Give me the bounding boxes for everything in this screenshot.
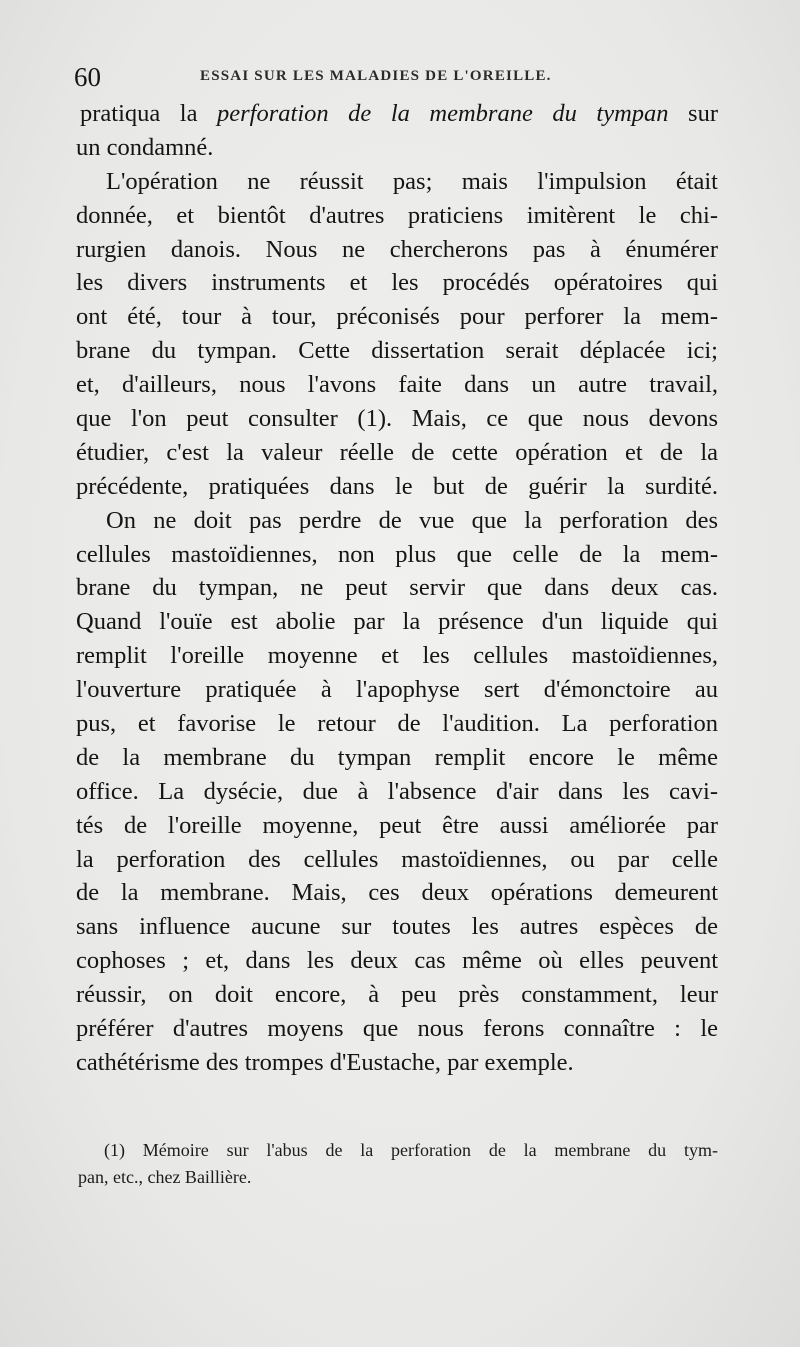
page-number: 60 (74, 62, 101, 92)
running-title: ESSAI SUR LES MALADIES DE L'OREILLE. (200, 68, 552, 84)
italic-phrase: perforation de la membrane du tympan (217, 100, 669, 127)
text-line: l'ouverture pratiquée à l'apophyse sert d'émonctoire au (76, 676, 718, 704)
text-line: la perforation des cellules mastoïdiennes, ou par celle (76, 845, 718, 873)
text-line: cathétérisme des trompes d'Eustache, par exemple. (76, 1048, 574, 1076)
page-header (74, 62, 734, 92)
body-text (76, 97, 718, 1080)
text-line: que l'on peut consulter (1). Mais, ce que nous devons (76, 405, 718, 433)
text-line: pratiqua la perforation de la membrane du tympan sur (80, 100, 718, 127)
text-line: rurgien danois. Nous ne chercherons pas à énumérer (76, 235, 718, 263)
text-line: Quand l'ouïe est abolie par la présence d'un liquide qui (76, 608, 718, 636)
paragraph-start-line: On ne doit pas perdre de vue que la perforation des (106, 506, 718, 534)
text-line: cophoses ; et, dans les deux cas même où elles peuvent (76, 947, 718, 975)
text-line: brane du tympan. Cette dissertation serait déplacée ici; (76, 337, 718, 365)
text-line: les divers instruments et les procédés opératoires qui (76, 269, 718, 297)
text-line: et, d'ailleurs, nous l'avons faite dans un autre travail, (76, 371, 718, 399)
text-line: pus, et favorise le retour de l'audition. La perforation (76, 710, 718, 738)
paragraph-start-line: L'opération ne réussit pas; mais l'impulsion était (106, 167, 718, 195)
text-line: de la membrane. Mais, ces deux opérations demeurent (76, 879, 718, 907)
footnote (78, 1137, 718, 1191)
text-line: un condamné. (76, 133, 214, 161)
text-line: de la membrane du tympan remplit encore le même (76, 743, 718, 771)
text-line: sans influence aucune sur toutes les autres espèces de (76, 913, 718, 941)
text-line: ont été, tour à tour, préconisés pour perforer la mem- (76, 303, 718, 331)
text-line: tés de l'oreille moyenne, peut être aussi améliorée par (76, 811, 718, 839)
text-line: donnée, et bientôt d'autres praticiens imitèrent le chi- (76, 201, 718, 229)
footnote-line: pan, etc., chez Baillière. (78, 1167, 252, 1187)
text-line: cellules mastoïdiennes, non plus que celle de la mem- (76, 540, 718, 568)
text-line: brane du tympan, ne peut servir que dans deux cas. (76, 574, 718, 602)
text-line: précédente, pratiquées dans le but de guérir la surdité. (76, 472, 718, 500)
text-line: remplit l'oreille moyenne et les cellules mastoïdiennes, (76, 642, 718, 670)
footnote-line: (1) Mémoire sur l'abus de la perforation de la membrane du tym- (104, 1140, 718, 1160)
text-line: office. La dysécie, due à l'absence d'air dans les cavi- (76, 777, 718, 805)
text-line: réussir, on doit encore, à peu près constamment, leur (76, 981, 718, 1009)
text-line: étudier, c'est la valeur réelle de cette opération et de la (76, 438, 718, 466)
text-line: préférer d'autres moyens que nous ferons connaître : le (76, 1015, 718, 1043)
